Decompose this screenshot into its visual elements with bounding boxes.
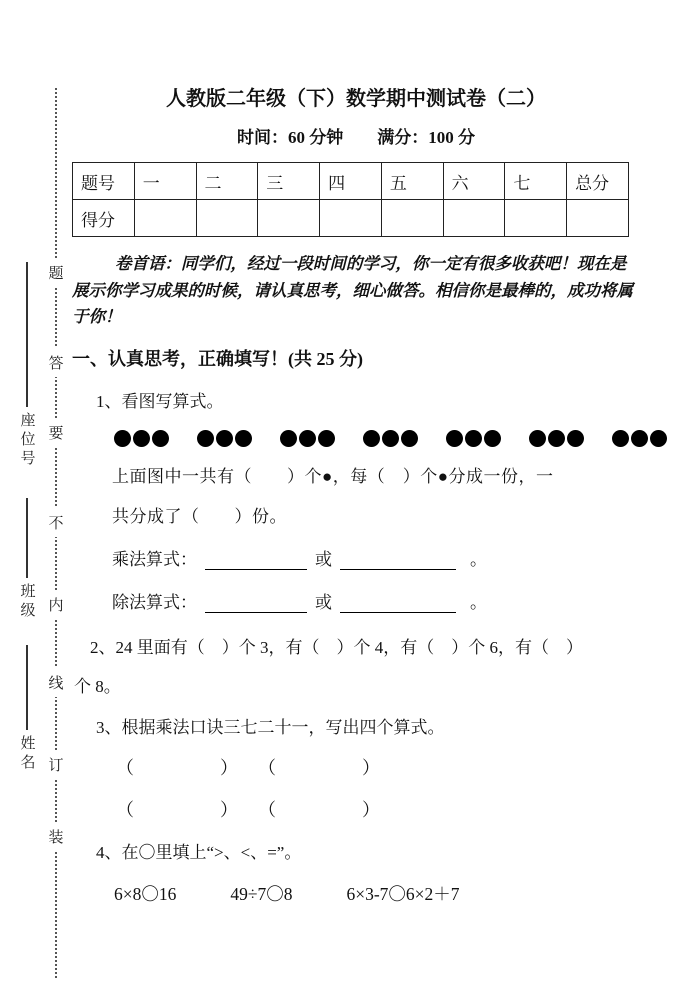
dot-group bbox=[612, 430, 667, 447]
question-1-label: 1、看图写算式。 bbox=[96, 392, 224, 412]
dot-icon bbox=[197, 430, 214, 447]
binding-char: 内 bbox=[45, 590, 67, 619]
binding-char: 不 bbox=[45, 508, 67, 537]
or-label: 或 bbox=[315, 550, 332, 570]
paren-open: （ bbox=[116, 758, 134, 779]
binding-char: 答 bbox=[45, 348, 67, 377]
score-col-5: 五 bbox=[381, 163, 443, 200]
dot-icon bbox=[280, 430, 297, 447]
score-col-total: 总分 bbox=[567, 163, 629, 200]
name-blank-line bbox=[26, 645, 28, 730]
paren-blank bbox=[116, 796, 238, 822]
score-cell bbox=[505, 200, 567, 237]
page-title: 人教版二年级（下）数学期中测试卷（二） bbox=[166, 88, 546, 110]
score-col-1: 一 bbox=[134, 163, 196, 200]
paren-open: （ bbox=[258, 758, 276, 779]
score-cell bbox=[567, 200, 629, 237]
paren-open: （ bbox=[116, 800, 134, 821]
binding-char: 题 bbox=[45, 258, 67, 287]
division-equation-row bbox=[112, 588, 640, 613]
seat-number-label: 座位号 bbox=[18, 412, 35, 469]
score-row-label: 得分 bbox=[73, 200, 135, 237]
question-3-label: 3、根据乘法口诀三七二十一，写出四个算式。 bbox=[96, 718, 445, 738]
dot-icon bbox=[529, 430, 546, 447]
dot-icon bbox=[650, 430, 667, 447]
dot-icon bbox=[216, 430, 233, 447]
dot-group bbox=[280, 430, 335, 447]
score-col-2: 二 bbox=[196, 163, 258, 200]
comparison-item: 6×3-7〇6×2＋7 bbox=[346, 884, 460, 905]
section-1-heading: 一、认真思考，正确填写！(共 25 分) bbox=[72, 349, 363, 370]
paren-close: ） bbox=[220, 800, 238, 821]
score-cell bbox=[443, 200, 505, 237]
binding-char: 装 bbox=[45, 822, 67, 851]
score-cell bbox=[196, 200, 258, 237]
exam-intro-text: 卷首语：同学们，经过一段时间的学习，你一定有很多收获吧！现在是展示你学习成果的时候，请认真思考，细心做答。相信你是最棒的，成功将属于你！ bbox=[72, 254, 633, 327]
q3-answer-row-1 bbox=[116, 754, 640, 780]
comparison-item: 49÷7〇8 bbox=[230, 884, 293, 905]
comparison-item: 6×8〇16 bbox=[114, 884, 177, 905]
or-label: 或 bbox=[315, 593, 332, 613]
dot-icon bbox=[363, 430, 380, 447]
dot-icon bbox=[318, 430, 335, 447]
class-label: 班级 bbox=[18, 583, 35, 621]
score-cell bbox=[320, 200, 382, 237]
dots-row bbox=[114, 430, 640, 447]
score-cell bbox=[258, 200, 320, 237]
dot-group bbox=[114, 430, 169, 447]
q4-comparison-items bbox=[114, 881, 640, 906]
answer-blank bbox=[340, 550, 456, 570]
class-field bbox=[13, 498, 41, 621]
dot-icon bbox=[446, 430, 463, 447]
dot-icon bbox=[382, 430, 399, 447]
class-blank-line bbox=[26, 498, 28, 578]
question-2-line-2: 个 8。 bbox=[74, 677, 121, 697]
dot-icon bbox=[484, 430, 501, 447]
paren-blank bbox=[258, 754, 380, 780]
paren-open: （ bbox=[258, 800, 276, 821]
question-number-label: 题号 bbox=[73, 163, 135, 200]
score-cell bbox=[381, 200, 443, 237]
dot-icon bbox=[235, 430, 252, 447]
name-field bbox=[13, 645, 41, 773]
paren-close: ） bbox=[362, 800, 380, 821]
binding-char: 要 bbox=[45, 418, 67, 447]
dot-group bbox=[363, 430, 418, 447]
dot-icon bbox=[114, 430, 131, 447]
period-mark: 。 bbox=[470, 593, 487, 613]
dot-icon bbox=[548, 430, 565, 447]
period-mark: 。 bbox=[470, 550, 487, 570]
score-col-6: 六 bbox=[443, 163, 505, 200]
exam-paper bbox=[72, 0, 640, 906]
score-table bbox=[72, 162, 629, 237]
score-col-4: 四 bbox=[320, 163, 382, 200]
q3-answer-row-2 bbox=[116, 796, 640, 822]
name-label: 姓名 bbox=[18, 735, 35, 773]
score-cell bbox=[134, 200, 196, 237]
question-2-line-1: 2、24 里面有（ ）个 3，有（ ）个 4，有（ ）个 6，有（ ） bbox=[90, 638, 583, 658]
multiplication-label: 乘法算式： bbox=[112, 550, 197, 570]
paren-blank bbox=[258, 796, 380, 822]
score-col-7: 七 bbox=[505, 163, 567, 200]
dot-icon bbox=[567, 430, 584, 447]
exam-meta: 时间：60 分钟 满分：100 分 bbox=[237, 128, 475, 147]
answer-blank bbox=[205, 550, 307, 570]
dot-icon bbox=[631, 430, 648, 447]
seat-number-blank-line bbox=[26, 262, 28, 407]
q1-fill-line-1: 上面图中一共有（ ）个●，每（ ）个●分成一份，一 bbox=[112, 467, 554, 487]
dot-icon bbox=[612, 430, 629, 447]
dot-icon bbox=[133, 430, 150, 447]
paren-blank bbox=[116, 754, 238, 780]
answer-blank bbox=[340, 593, 456, 613]
paren-close: ） bbox=[220, 758, 238, 779]
seat-number-field bbox=[13, 262, 41, 469]
score-col-3: 三 bbox=[258, 163, 320, 200]
dot-group bbox=[529, 430, 584, 447]
answer-blank bbox=[205, 593, 307, 613]
dot-icon bbox=[401, 430, 418, 447]
dot-icon bbox=[299, 430, 316, 447]
q1-fill-line-2: 共分成了（ ）份。 bbox=[112, 507, 287, 527]
binding-char: 线 bbox=[45, 668, 67, 697]
division-label: 除法算式： bbox=[112, 593, 197, 613]
dot-icon bbox=[465, 430, 482, 447]
paren-close: ） bbox=[362, 758, 380, 779]
multiplication-equation-row bbox=[112, 545, 640, 570]
binding-char: 订 bbox=[45, 750, 67, 779]
dot-icon bbox=[152, 430, 169, 447]
score-table-score-row bbox=[73, 200, 629, 237]
dot-group bbox=[197, 430, 252, 447]
question-4-label: 4、在〇里填上“>、<、=”。 bbox=[96, 843, 302, 863]
score-table-header-row bbox=[73, 163, 629, 200]
dot-group bbox=[446, 430, 501, 447]
